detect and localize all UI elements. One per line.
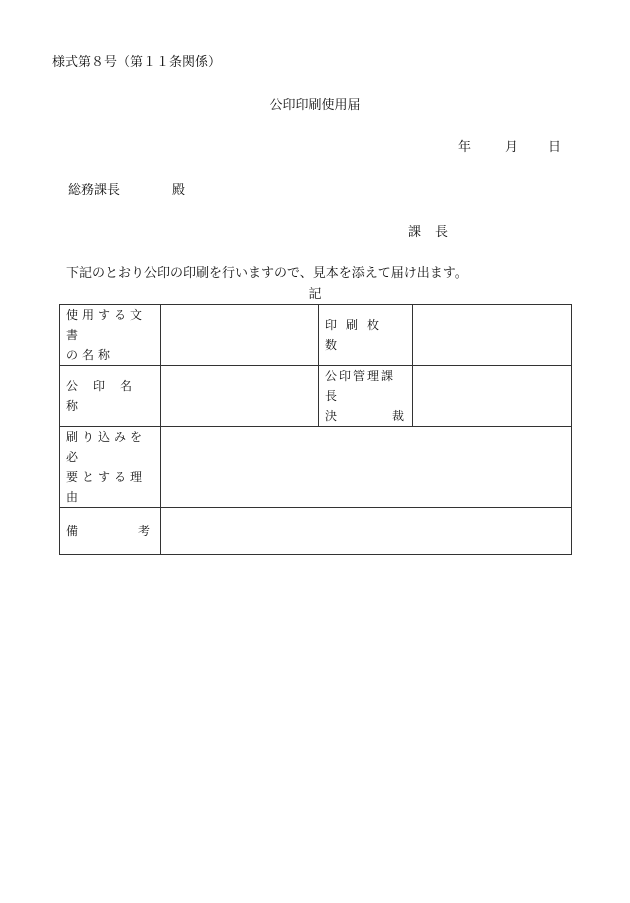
addressee-name: 総務課長 — [68, 183, 121, 198]
remarks-right-char: 考 — [137, 524, 154, 538]
print-count-field[interactable] — [413, 305, 572, 366]
remarks-field[interactable] — [161, 508, 572, 555]
seal-manager-approval-line2 — [325, 406, 406, 426]
print-count-label: 印刷枚数 — [325, 318, 389, 352]
seal-manager-approval-line1: 公印管理課長 — [325, 369, 396, 403]
seal-name-label-cell — [60, 366, 161, 427]
addressee-honorific: 殿 — [172, 183, 186, 198]
remarks-label-cell — [60, 508, 161, 555]
reason-label-cell — [60, 427, 161, 508]
remarks-label — [66, 521, 154, 541]
reason-label-line2: 要とする理由 — [66, 470, 147, 504]
seal-name-field[interactable] — [161, 366, 319, 427]
table-row — [60, 427, 572, 508]
seal-manager-approval-field[interactable] — [413, 366, 572, 427]
seal-manager-approval-label-cell — [319, 366, 413, 427]
table-row — [60, 508, 572, 555]
date-month-label: 月 — [505, 140, 519, 155]
print-count-label-cell — [319, 305, 413, 366]
document-name-label-cell — [60, 305, 161, 366]
document-name-field[interactable] — [161, 305, 319, 366]
form-table — [59, 304, 572, 555]
intro-text: 下記のとおり公印の印刷を行いますので、見本を添えて届け出ます。 — [66, 266, 468, 281]
document-title: 公印印刷使用届 — [269, 98, 361, 113]
form-number: 様式第８号（第１１条関係） — [52, 55, 222, 70]
reason-label-line1: 刷り込みを必 — [66, 430, 147, 464]
table-row — [60, 305, 572, 366]
ki-label: 記 — [308, 287, 322, 302]
seal-name-label: 公印名称 — [66, 379, 148, 413]
approval-right-char: 裁 — [391, 409, 406, 423]
table-row — [60, 366, 572, 427]
date-year-label: 年 — [458, 140, 472, 155]
date-day-label: 日 — [548, 140, 562, 155]
reason-field[interactable] — [161, 427, 572, 508]
document-name-label-line1: 使用する文書 — [66, 308, 147, 342]
remarks-left-char: 備 — [66, 524, 83, 538]
document-name-label-line2: の名称 — [66, 348, 115, 362]
approval-left-char: 決 — [325, 409, 340, 423]
sender-title: 課長 — [408, 225, 463, 240]
